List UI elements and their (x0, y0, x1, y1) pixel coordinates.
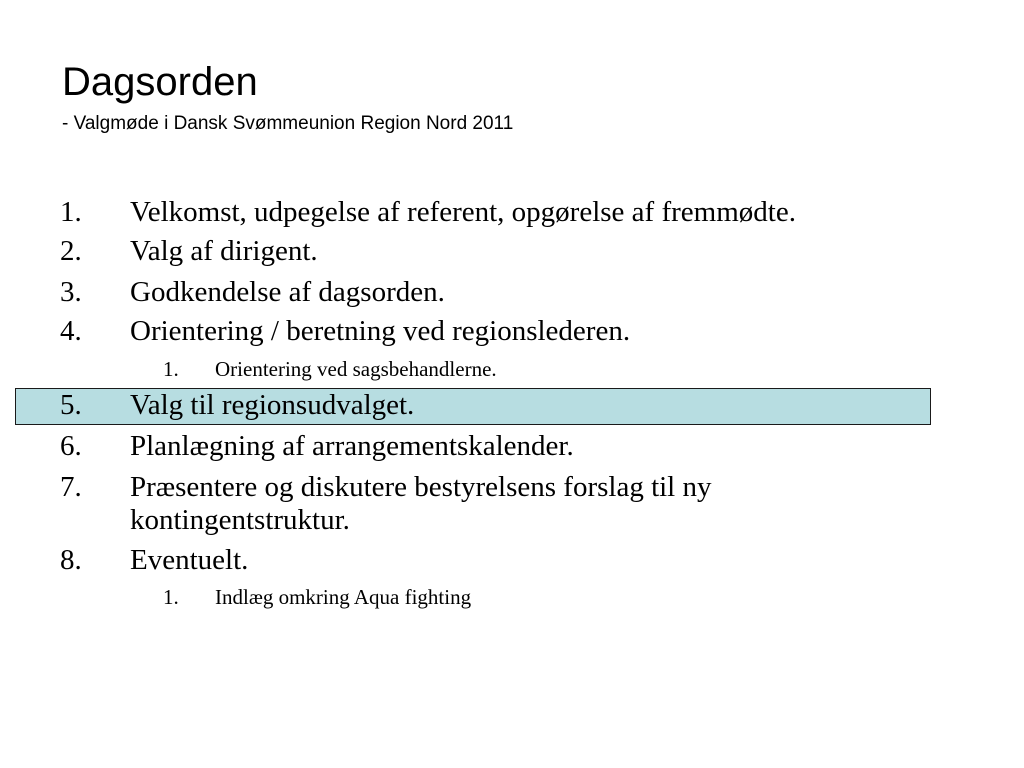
agenda-subitem-number: 1. (163, 357, 179, 381)
agenda-item-number: 3. (60, 276, 82, 308)
slide-title: Dagsorden (62, 60, 258, 104)
agenda-item-number: 7. (60, 471, 82, 503)
agenda-item-text: Orientering / beretning ved regionslederen. (130, 315, 631, 347)
agenda-item-number: 6. (60, 430, 82, 462)
agenda-item-text: Velkomst, udpegelse af referent, opgørelse af fremmødte. (130, 196, 796, 228)
agenda-item-number: 8. (60, 544, 82, 576)
agenda-subitem-text: Orientering ved sagsbehandlerne. (215, 357, 497, 381)
agenda-item-number: 1. (60, 196, 82, 228)
agenda-item-text: Valg til regionsudvalget. (130, 389, 415, 421)
agenda-item-text: Godkendelse af dagsorden. (130, 276, 445, 308)
agenda-subitem-text: Indlæg omkring Aqua fighting (215, 585, 472, 609)
agenda-item-text: Planlægning af arrangementskalender. (130, 430, 574, 462)
agenda-subitem-number: 1. (163, 585, 179, 609)
agenda-item-text: Præsentere og diskutere bestyrelsens forslag til ny kontingentstruktur. (130, 471, 712, 536)
agenda-item-text: Eventuelt. (130, 544, 249, 576)
agenda-item-number: 2. (60, 235, 82, 267)
agenda-item-text: Valg af dirigent. (130, 235, 318, 267)
agenda-item-number: 4. (60, 315, 82, 347)
slide-subtitle: - Valgmøde i Dansk Svømmeunion Region Nord 2011 (62, 113, 514, 134)
agenda-item-number: 5. (60, 389, 82, 421)
